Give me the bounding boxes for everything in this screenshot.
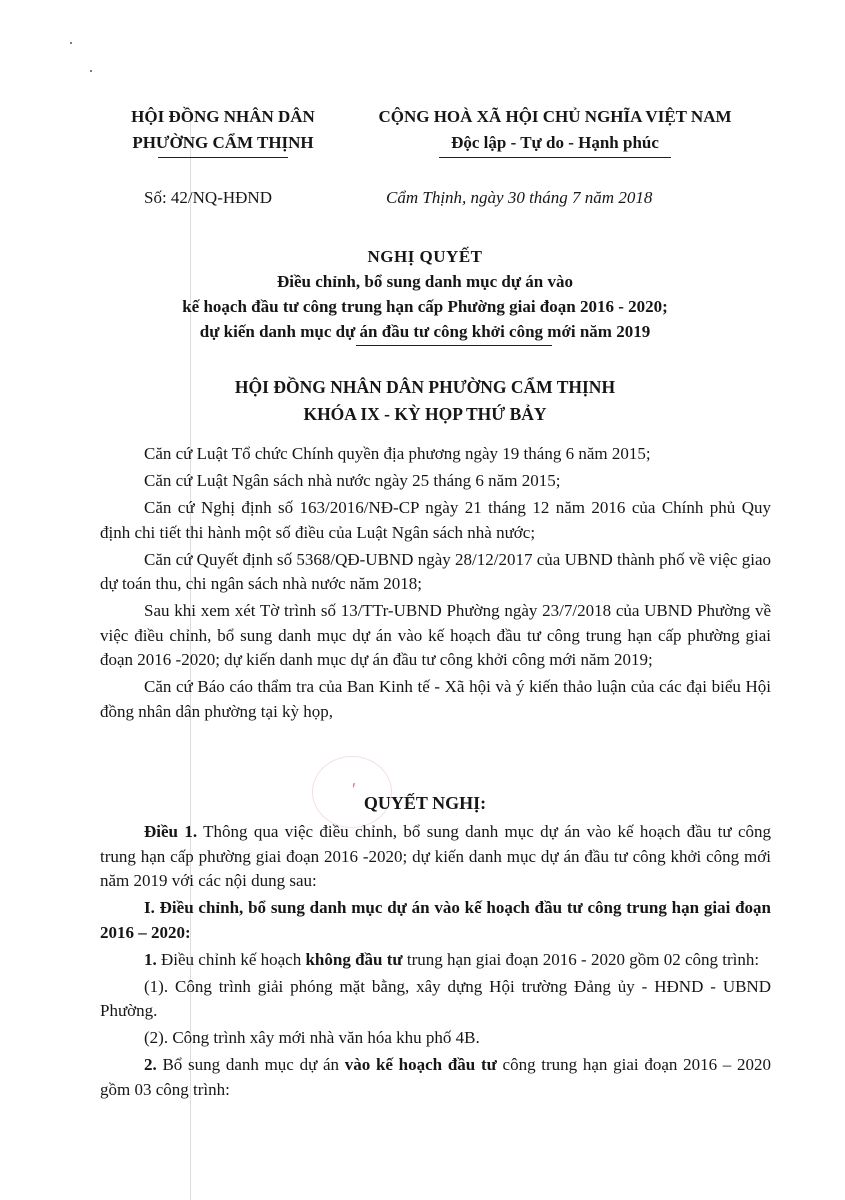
preamble-paragraph: Căn cứ Quyết định số 5368/QĐ-UBND ngày 28/12/2017 của UBND thành phố về việc giao dự toán thu, chi ngân sách nhà nước năm 2018;	[100, 549, 771, 593]
item-2-text-post: công trung hạn giai đoạn 2016 – 2020 gồm 03 công trình:	[100, 1055, 771, 1099]
preamble-paragraph: Căn cứ Luật Tổ chức Chính quyền địa phương ngày 19 tháng 6 năm 2015;	[144, 444, 651, 463]
title-main: NGHỊ QUYẾT	[367, 247, 483, 266]
council-line-1: HỘI ĐỒNG NHÂN DÂN PHƯỜNG CẨM THỊNH	[234, 377, 616, 397]
issuer-header	[112, 104, 334, 158]
national-title: CỘNG HOÀ XÃ HỘI CHỦ NGHĨA VIỆT NAM	[378, 107, 732, 126]
issuer-line-2: PHƯỜNG CẨM THỊNH	[132, 133, 314, 152]
red-stamp-mark: ʹ	[352, 779, 356, 799]
article-1-label: Điều 1.	[144, 822, 198, 841]
national-motto: Độc lập - Tự do - Hạnh phúc	[451, 133, 659, 152]
document-date: Cẩm Thịnh, ngày 30 tháng 7 năm 2018	[386, 188, 653, 207]
title-underline	[356, 345, 552, 346]
council-line-2: KHÓA IX - KỲ HỌP THỨ BẢY	[303, 404, 547, 424]
item-2-text-pre: Bổ sung danh mục dự án	[156, 1055, 345, 1074]
section-1-heading: I. Điều chỉnh, bổ sung danh mục dự án vào kế hoạch đầu tư công trung hạn giai đoạn 2016 – 2020:	[100, 898, 771, 942]
scan-speck	[90, 70, 92, 72]
preamble-paragraph: Căn cứ Báo cáo thẩm tra của Ban Kinh tế - Xã hội và ý kiến thảo luận của các đại biểu Hội đồng nhân dân phường tại kỳ họp,	[100, 677, 771, 721]
resolution-title	[80, 244, 770, 344]
council-heading	[80, 374, 770, 428]
preamble-paragraph: Căn cứ Luật Ngân sách nhà nước ngày 25 tháng 6 năm 2015;	[144, 471, 561, 490]
article-1-text: Thông qua việc điều chỉnh, bổ sung danh mục dự án vào kế hoạch đầu tư công trung hạn cấp phường giai đoạn 2016 -2020; dự kiến danh mục dự án đầu tư công khởi công mới năm 2019 với các nội dung sau:	[100, 822, 772, 890]
item-2-number: 2.	[144, 1055, 157, 1074]
item-1-text-post: trung hạn giai đoạn 2016 - 2020 gồm 02 công trình:	[402, 949, 760, 969]
item-1-emphasis: không đầu tư	[305, 949, 403, 969]
issuer-underline	[158, 157, 288, 158]
scan-speck	[70, 42, 72, 44]
item-1-text-pre: Điều chỉnh kế hoạch	[156, 949, 306, 969]
item-1	[100, 948, 771, 973]
document-number: Số: 42/NQ-HĐND	[144, 188, 272, 207]
decision-body	[100, 820, 771, 1105]
preamble-paragraph: Căn cứ Nghị định số 163/2016/NĐ-CP ngày 21 tháng 12 năm 2016 của Chính phủ Quy định chi tiết thi hành một số điều của Luật Ngân sách nhà nước;	[100, 498, 771, 542]
title-line-3: dự kiến danh mục dự án đầu tư công khởi công mới năm 2019	[199, 322, 651, 341]
item-2	[100, 1053, 771, 1102]
item-1-sub-2: (2). Công trình xây mới nhà văn hóa khu phố 4B.	[144, 1028, 480, 1047]
item-1-number: 1.	[144, 949, 157, 969]
item-2-emphasis: vào kế hoạch đầu tư	[344, 1055, 497, 1074]
item-1-sub-1: (1). Công trình giải phóng mặt bằng, xây dựng Hội trường Đảng ủy - HĐND - UBND Phường.	[100, 976, 771, 1020]
preamble-paragraph: Sau khi xem xét Tờ trình số 13/TTr-UBND Phường ngày 23/7/2018 của UBND Phường về việc điều chỉnh, bổ sung danh mục dự án vào kế hoạch đầu tư công trung hạn cấp phường giai đoạn 2016 -2020; dự kiến danh mục dự án đầu tư công khởi công mới năm 2019;	[100, 601, 771, 669]
national-header	[360, 104, 750, 158]
article-1	[100, 820, 771, 894]
preamble	[100, 442, 771, 727]
title-line-1: Điều chỉnh, bổ sung danh mục dự án vào	[277, 272, 573, 291]
title-line-2: kế hoạch đầu tư công trung hạn cấp Phường giai đoạn 2016 - 2020;	[182, 297, 668, 316]
motto-underline	[439, 157, 671, 158]
decision-heading: QUYẾT NGHỊ:	[363, 793, 487, 813]
issuer-line-1: HỘI ĐỒNG NHÂN DÂN	[131, 107, 315, 126]
